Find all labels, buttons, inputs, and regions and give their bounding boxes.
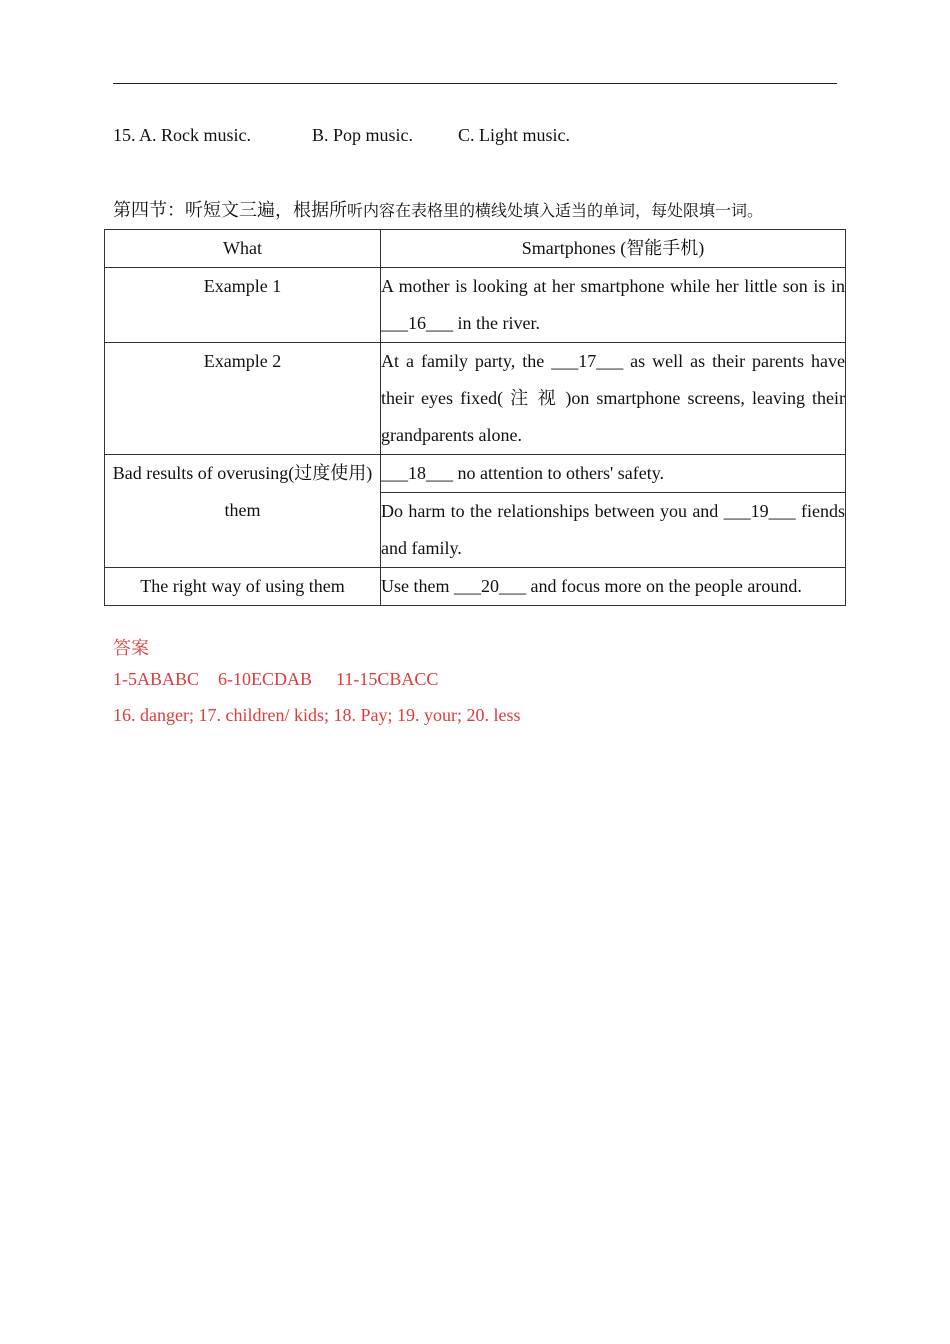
row-text-example-1: A mother is looking at her smartphone while her little son is in ___16___ in the river. xyxy=(381,268,846,343)
row-label-bad-results: Bad results of overusing(过度使用) them xyxy=(105,455,381,568)
table-row xyxy=(105,343,846,455)
section-heading-main: 第四节：听短文三遍，根据所 xyxy=(113,200,347,220)
row-text-bad-results-2: Do harm to the relationships between you and ___19___ fiends and family. xyxy=(381,493,846,568)
table-row xyxy=(105,268,846,343)
row-text-right-way: Use them ___20___ and focus more on the people around. xyxy=(381,568,846,606)
answers-6-10: 6-10ECDAB xyxy=(218,669,313,689)
q15-option-c: C. Light music. xyxy=(458,125,570,145)
smartphones-table xyxy=(104,229,846,606)
section-heading-rest: 听内容在表格里的横线处填入适当的单词，每处限填一词。 xyxy=(347,203,764,220)
table-header-row xyxy=(105,230,846,268)
answers-line-2: 16. danger; 17. children/ kids; 18. Pay; 19. your; 20. less xyxy=(113,705,521,725)
q15-option-a: 15. A. Rock music. xyxy=(113,125,251,145)
row-label-example-1: Example 1 xyxy=(105,268,381,343)
section-4-heading xyxy=(113,196,763,222)
row-text-example-2: At a family party, the ___17___ as well as their parents have their eyes fixed( 注 视 )on smartphone screens, leaving their grandparents alone. xyxy=(381,343,846,455)
header-what: What xyxy=(105,230,381,268)
answers-line-1 xyxy=(113,669,438,690)
row-label-example-2: Example 2 xyxy=(105,343,381,455)
table-row xyxy=(105,568,846,606)
q15-option-b: B. Pop music. xyxy=(312,125,414,145)
row-text-bad-results-1: ___18___ no attention to others' safety. xyxy=(381,455,846,493)
table-row xyxy=(105,455,846,493)
header-rule xyxy=(113,83,837,84)
answers-1-5: 1-5ABABC xyxy=(113,669,200,689)
answers-11-15: 11-15CBACC xyxy=(336,669,439,689)
answers-title: 答案 xyxy=(113,638,149,658)
row-label-right-way: The right way of using them xyxy=(105,568,381,606)
header-smartphones: Smartphones (智能手机) xyxy=(381,230,846,268)
